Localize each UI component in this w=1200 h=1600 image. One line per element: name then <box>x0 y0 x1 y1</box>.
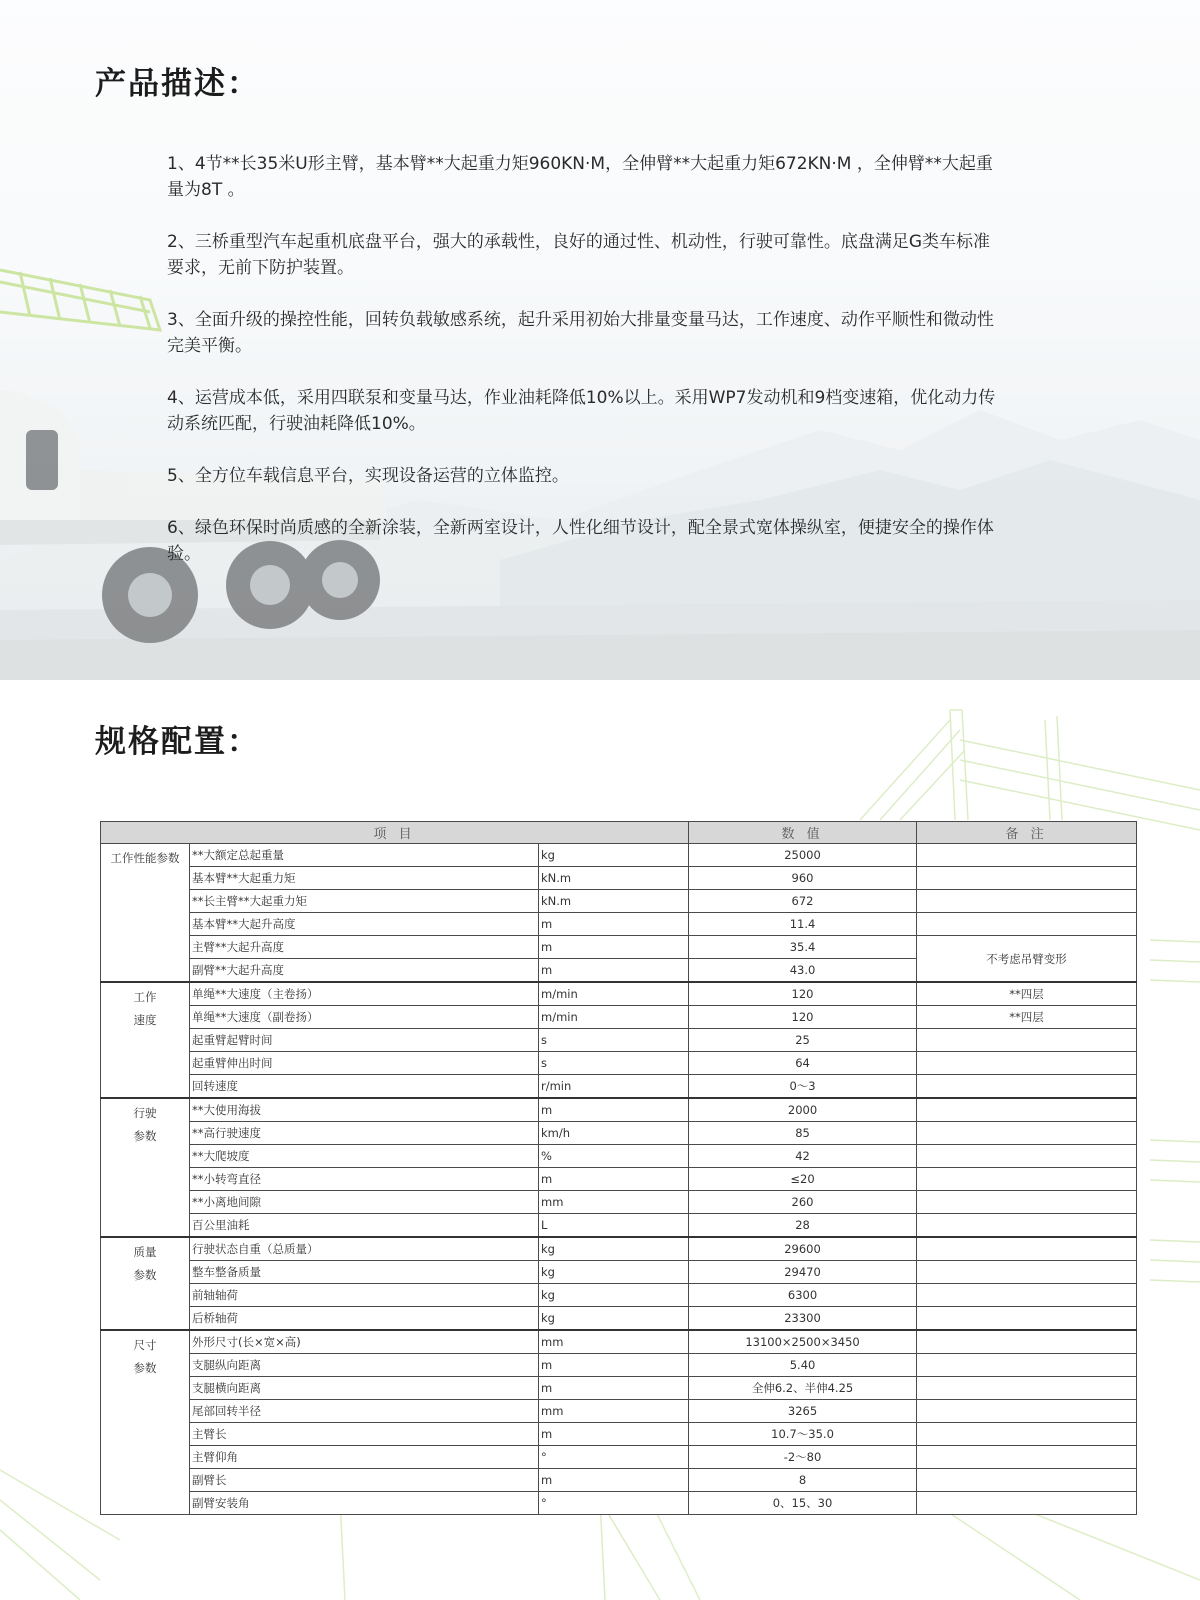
param-name: 外形尺寸(长×宽×高) <box>190 1330 539 1354</box>
param-value: 11.4 <box>689 913 917 936</box>
param-remark <box>917 1122 1137 1145</box>
param-unit: kg <box>539 1237 689 1261</box>
param-remark <box>917 1354 1137 1377</box>
param-unit: kg <box>539 1261 689 1284</box>
param-unit: kg <box>539 844 689 867</box>
table-row <box>101 1191 1137 1214</box>
table-row <box>101 1492 1137 1515</box>
table-row <box>101 1214 1137 1238</box>
param-remark <box>917 1423 1137 1446</box>
param-unit: m/min <box>539 982 689 1006</box>
param-unit: m <box>539 1377 689 1400</box>
param-value: 29470 <box>689 1261 917 1284</box>
table-row <box>101 1075 1137 1099</box>
spec-header-row <box>101 822 1137 844</box>
group-label: 工作 速度 <box>101 982 190 1098</box>
param-unit: kN.m <box>539 890 689 913</box>
param-remark: **四层 <box>917 1006 1137 1029</box>
param-unit: m <box>539 959 689 983</box>
param-remark <box>917 1237 1137 1261</box>
param-remark <box>917 913 1137 936</box>
param-value: 120 <box>689 1006 917 1029</box>
param-unit: m <box>539 1168 689 1191</box>
param-remark: 不考虑吊臂变形 <box>917 936 1137 983</box>
param-value: 28 <box>689 1214 917 1238</box>
param-unit: kg <box>539 1284 689 1307</box>
param-unit: m <box>539 1423 689 1446</box>
param-value: 960 <box>689 867 917 890</box>
group-label: 质量 参数 <box>101 1237 190 1330</box>
param-name: **大爬坡度 <box>190 1145 539 1168</box>
param-remark <box>917 1284 1137 1307</box>
header-value: 数 值 <box>689 822 917 844</box>
table-row <box>101 1284 1137 1307</box>
table-row <box>101 1469 1137 1492</box>
param-unit: m <box>539 1469 689 1492</box>
param-unit: m/min <box>539 1006 689 1029</box>
group-label: 行驶 参数 <box>101 1098 190 1237</box>
param-remark <box>917 1261 1137 1284</box>
param-value: -2～80 <box>689 1446 917 1469</box>
table-row <box>101 982 1137 1006</box>
param-name: 副臂**大起升高度 <box>190 959 539 983</box>
param-remark <box>917 1098 1137 1122</box>
param-value: 42 <box>689 1145 917 1168</box>
description-item-6: 6、绿色环保时尚质感的全新涂装，全新两室设计，人性化细节设计，配全景式宽体操纵室，便捷安全的操作体验。 <box>167 518 994 564</box>
param-unit: s <box>539 1029 689 1052</box>
table-row <box>101 1029 1137 1052</box>
param-remark <box>917 1400 1137 1423</box>
param-name: 基本臂**大起重力矩 <box>190 867 539 890</box>
param-remark <box>917 1469 1137 1492</box>
param-unit: % <box>539 1145 689 1168</box>
param-value: 25 <box>689 1029 917 1052</box>
group-label: 工作性能参数 <box>101 844 190 983</box>
param-name: 副臂长 <box>190 1469 539 1492</box>
table-row <box>101 1168 1137 1191</box>
param-name: 整车整备质量 <box>190 1261 539 1284</box>
param-value: 43.0 <box>689 959 917 983</box>
param-remark <box>917 890 1137 913</box>
description-item-4: 4、运营成本低，采用四联泵和变量马达，作业油耗降低10%以上。采用WP7发动机和9档变速箱，优化动力传动系统匹配，行驶油耗降低10%。 <box>167 388 996 434</box>
param-remark <box>917 1307 1137 1331</box>
param-name: 单绳**大速度（副卷扬） <box>190 1006 539 1029</box>
table-row <box>101 1354 1137 1377</box>
param-value: 64 <box>689 1052 917 1075</box>
table-row <box>101 1145 1137 1168</box>
param-unit: ° <box>539 1446 689 1469</box>
param-unit: m <box>539 1098 689 1122</box>
description-item-2: 2、三桥重型汽车起重机底盘平台，强大的承载性，良好的通过性、机动性，行驶可靠性。底盘满足G类车标准要求，无前下防护装置。 <box>167 232 990 278</box>
param-unit: ° <box>539 1492 689 1515</box>
param-unit: m <box>539 913 689 936</box>
param-name: **长主臂**大起重力矩 <box>190 890 539 913</box>
table-row <box>101 1052 1137 1075</box>
table-row <box>101 1098 1137 1122</box>
param-name: 支腿纵向距离 <box>190 1354 539 1377</box>
table-row <box>101 913 1137 936</box>
param-value: 0～3 <box>689 1075 917 1099</box>
param-unit: s <box>539 1052 689 1075</box>
param-value: 260 <box>689 1191 917 1214</box>
table-row <box>101 1122 1137 1145</box>
param-name: 支腿横向距离 <box>190 1377 539 1400</box>
param-name: 尾部回转半径 <box>190 1400 539 1423</box>
param-value: 8 <box>689 1469 917 1492</box>
param-unit: kg <box>539 1307 689 1331</box>
table-row <box>101 1261 1137 1284</box>
param-remark <box>917 844 1137 867</box>
param-value: 2000 <box>689 1098 917 1122</box>
param-name: 回转速度 <box>190 1075 539 1099</box>
description-title: 产品描述： <box>95 66 260 102</box>
param-name: 主臂仰角 <box>190 1446 539 1469</box>
param-value: 35.4 <box>689 936 917 959</box>
param-value: 6300 <box>689 1284 917 1307</box>
param-remark <box>917 867 1137 890</box>
param-remark <box>917 1145 1137 1168</box>
param-name: 起重臂起臂时间 <box>190 1029 539 1052</box>
table-row <box>101 936 1137 959</box>
param-value: 10.7～35.0 <box>689 1423 917 1446</box>
param-name: 行驶状态自重（总质量） <box>190 1237 539 1261</box>
param-unit: mm <box>539 1330 689 1354</box>
header-item: 项 目 <box>101 822 689 844</box>
param-remark <box>917 1075 1137 1099</box>
param-name: **大额定总起重量 <box>190 844 539 867</box>
description-item-5: 5、全方位车载信息平台，实现设备运营的立体监控。 <box>167 466 569 486</box>
param-value: 5.40 <box>689 1354 917 1377</box>
param-remark <box>917 1168 1137 1191</box>
param-name: 基本臂**大起升高度 <box>190 913 539 936</box>
param-remark <box>917 1029 1137 1052</box>
param-unit: m <box>539 1354 689 1377</box>
table-row <box>101 890 1137 913</box>
param-remark <box>917 1446 1137 1469</box>
param-unit: m <box>539 936 689 959</box>
description-item-3: 3、全面升级的操控性能，回转负载敏感系统，起升采用初始大排量变量马达，工作速度、动作平顺性和微动性完美平衡。 <box>167 310 994 356</box>
param-remark <box>917 1214 1137 1238</box>
table-row <box>101 1237 1137 1261</box>
group-label: 尺寸 参数 <box>101 1330 190 1515</box>
spec-table-container <box>100 821 1136 1515</box>
param-value: 13100×2500×3450 <box>689 1330 917 1354</box>
header-remark: 备 注 <box>917 822 1137 844</box>
param-value: 全伸6.2、半伸4.25 <box>689 1377 917 1400</box>
param-name: **大使用海拔 <box>190 1098 539 1122</box>
param-name: **小离地间隙 <box>190 1191 539 1214</box>
param-unit: mm <box>539 1400 689 1423</box>
param-value: 672 <box>689 890 917 913</box>
param-value: 25000 <box>689 844 917 867</box>
table-row <box>101 867 1137 890</box>
param-unit: mm <box>539 1191 689 1214</box>
param-name: **高行驶速度 <box>190 1122 539 1145</box>
param-value: 23300 <box>689 1307 917 1331</box>
param-remark: **四层 <box>917 982 1137 1006</box>
table-row <box>101 1423 1137 1446</box>
param-name: 副臂安装角 <box>190 1492 539 1515</box>
table-row <box>101 1307 1137 1331</box>
param-name: 百公里油耗 <box>190 1214 539 1238</box>
param-name: **小转弯直径 <box>190 1168 539 1191</box>
param-remark <box>917 1492 1137 1515</box>
param-name: 前轴轴荷 <box>190 1284 539 1307</box>
param-value: 120 <box>689 982 917 1006</box>
param-remark <box>917 1330 1137 1354</box>
param-unit: r/min <box>539 1075 689 1099</box>
param-value: 85 <box>689 1122 917 1145</box>
table-row <box>101 844 1137 867</box>
param-unit: L <box>539 1214 689 1238</box>
param-value: 0、15、30 <box>689 1492 917 1515</box>
description-item-1: 1、4节**长35米U形主臂，基本臂**大起重力矩960KN·M，全伸臂**大起重力矩672KN·M ，全伸臂**大起重量为8T 。 <box>167 154 993 200</box>
param-value: ≤20 <box>689 1168 917 1191</box>
specs-title: 规格配置： <box>95 724 260 760</box>
param-remark <box>917 1191 1137 1214</box>
param-remark <box>917 1377 1137 1400</box>
table-row <box>101 1330 1137 1354</box>
param-value: 29600 <box>689 1237 917 1261</box>
param-unit: km/h <box>539 1122 689 1145</box>
param-value: 3265 <box>689 1400 917 1423</box>
param-name: 主臂长 <box>190 1423 539 1446</box>
param-name: 主臂**大起升高度 <box>190 936 539 959</box>
param-unit: kN.m <box>539 867 689 890</box>
spec-table <box>100 821 1137 1515</box>
param-name: 起重臂伸出时间 <box>190 1052 539 1075</box>
table-row <box>101 1400 1137 1423</box>
param-remark <box>917 1052 1137 1075</box>
table-row <box>101 1446 1137 1469</box>
table-row <box>101 1377 1137 1400</box>
param-name: 单绳**大速度（主卷扬） <box>190 982 539 1006</box>
param-name: 后桥轴荷 <box>190 1307 539 1331</box>
table-row <box>101 1006 1137 1029</box>
